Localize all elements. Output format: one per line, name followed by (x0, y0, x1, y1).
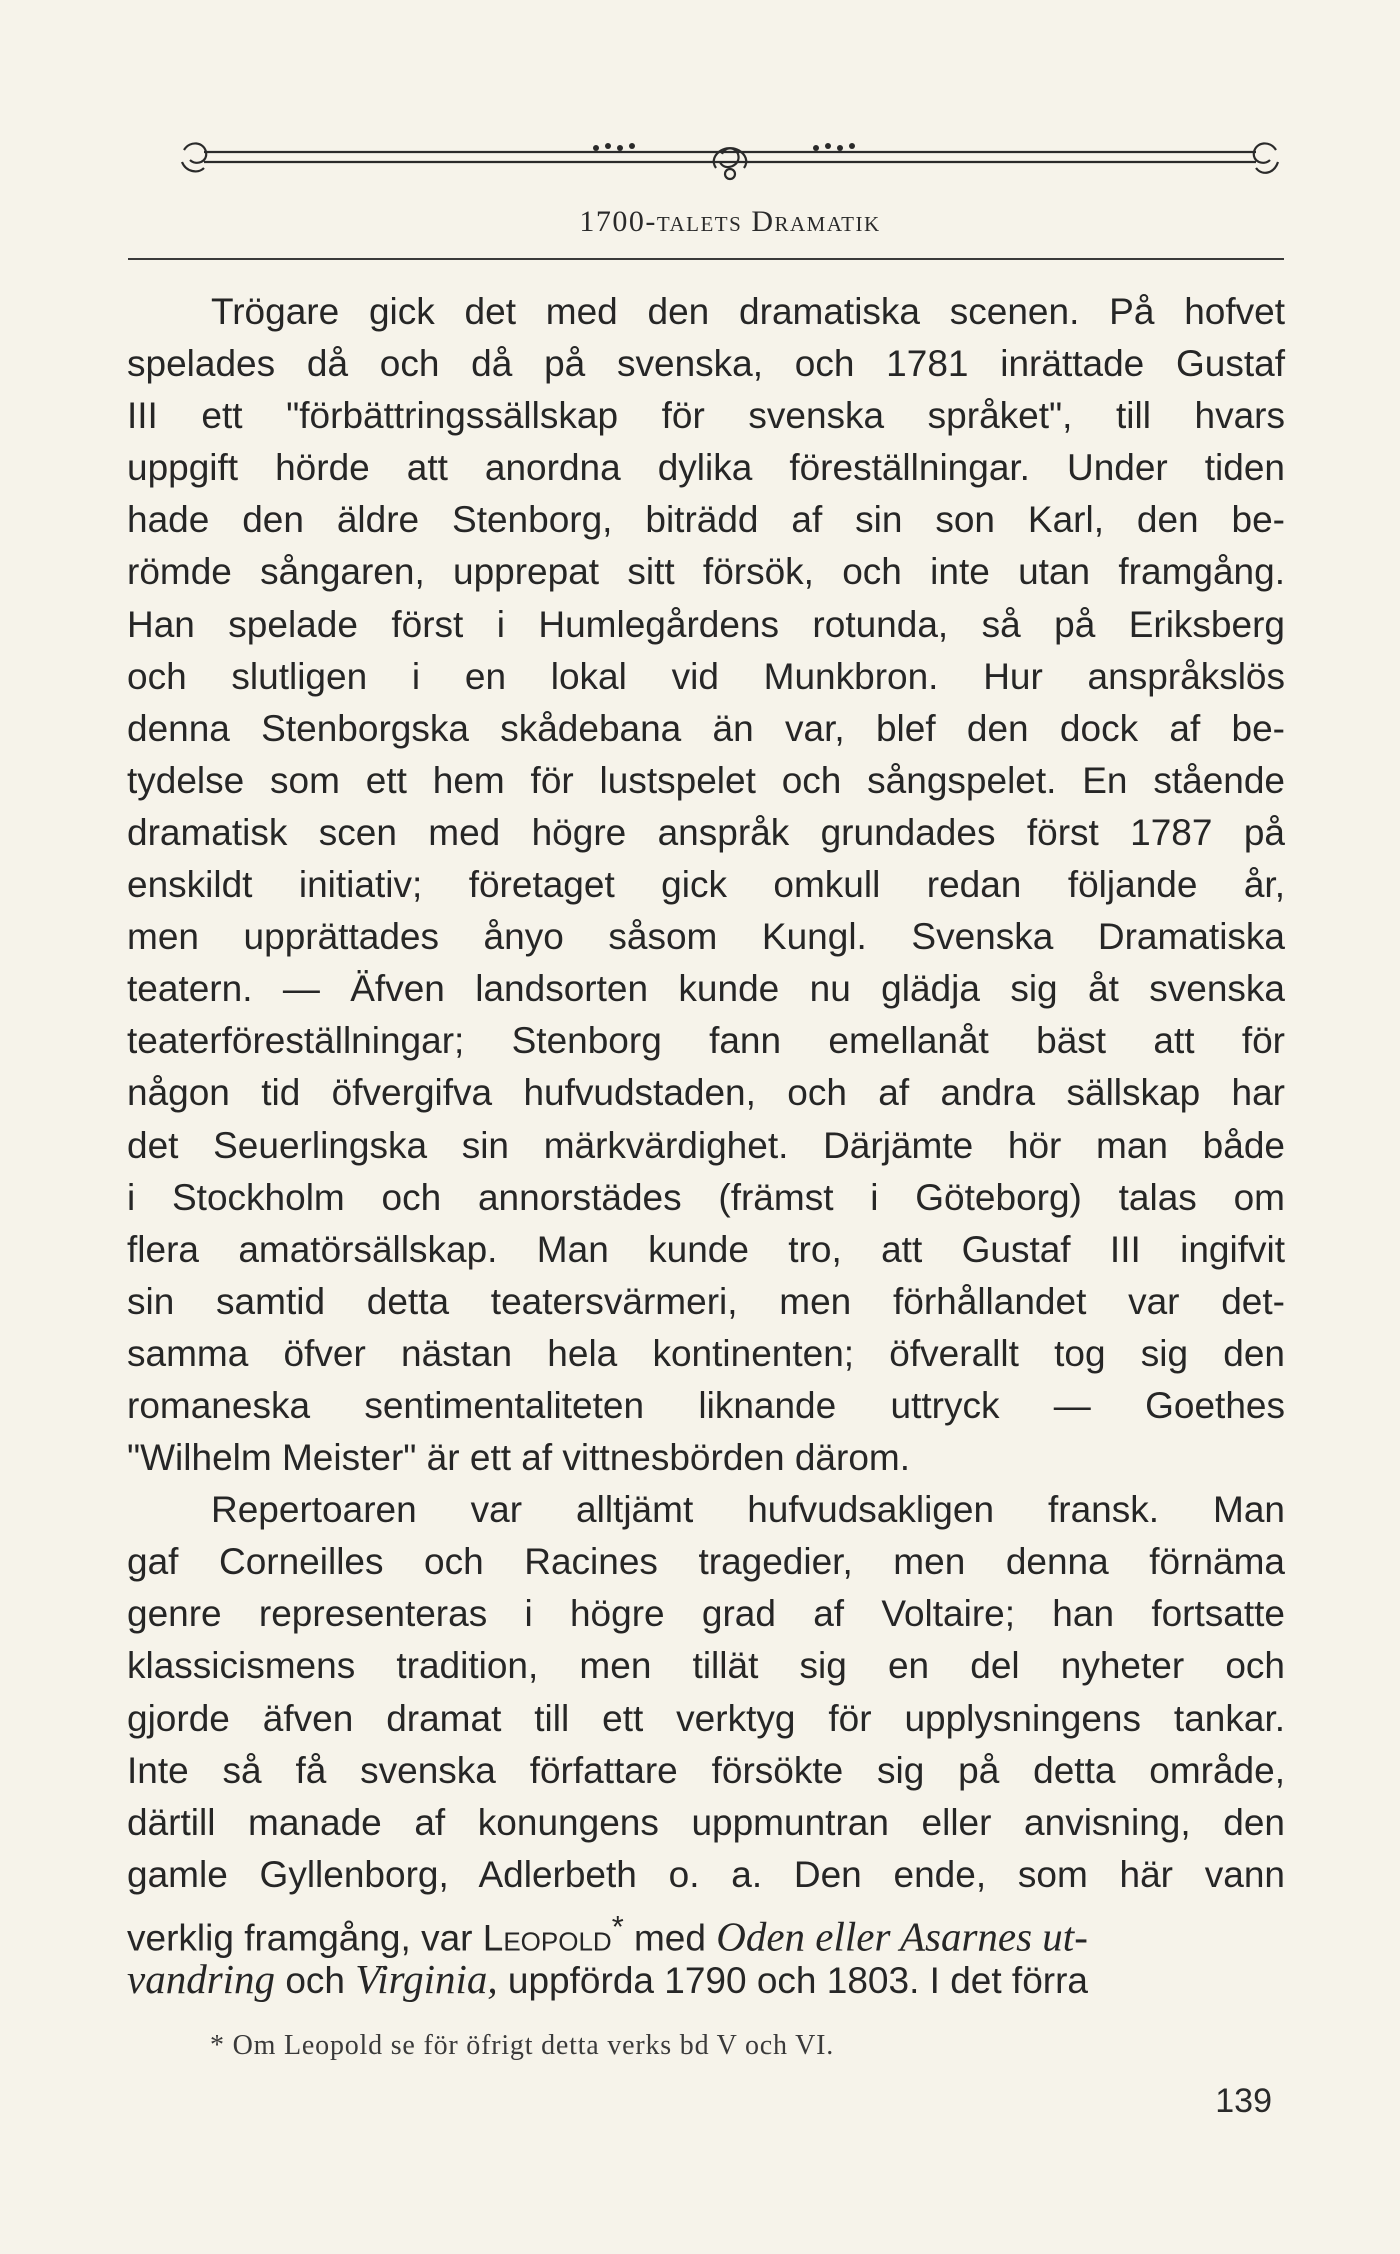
final-mid: och (275, 1960, 356, 2001)
text-line: enskildt initiativ; företaget gick omkull redan följande år, (127, 864, 1285, 906)
text-line: III ett "förbättringssällskap för svenska språket", till hvars (127, 395, 1285, 437)
text-line: "Wilhelm Meister" är ett af vittnesbörden därom. (127, 1437, 910, 1479)
text-line: Inte så få svenska författare försökte sig på detta område, (127, 1749, 1285, 1791)
text-line: hade den äldre Stenborg, biträdd af sin son Karl, den be- (127, 499, 1285, 541)
text-line: römde sångaren, upprepat sitt försök, och inte utan framgång. (127, 551, 1285, 593)
footnote-symbol: * (210, 2030, 225, 2061)
text-line: klassicismens tradition, men tillät sig en del nyheter och (127, 1645, 1285, 1687)
text-line-leopold (127, 1901, 1285, 1960)
header-ornament (176, 132, 1284, 202)
text-line: samma öfver nästan hela kontinenten; öfverallt tog sig den (127, 1332, 1285, 1374)
running-head (176, 205, 1284, 239)
text-line: Trögare gick det med den dramatiska scenen. På hofvet (211, 291, 1285, 332)
text-line: dramatisk scen med högre anspråk grundades först 1787 på (127, 811, 1285, 853)
leopold-before: verklig framgång, var (127, 1917, 483, 1959)
text-line: teaterföreställningar; Stenborg fann emellanåt bäst att för (127, 1020, 1285, 1062)
text-line: spelades då och då på svenska, och 1781 inrättade Gustaf (127, 343, 1285, 385)
final-after: uppförda 1790 och 1803. I det förra (497, 1960, 1088, 2001)
text-line: genre representeras i högre grad af Voltaire; han fortsatte (127, 1593, 1285, 1635)
text-line: gjorde äfven dramat till ett verktyg för upplysningens tankar. (127, 1697, 1285, 1739)
leopold-middle: med (623, 1917, 717, 1959)
text-line: uppgift hörde att anordna dylika föreställningar. Under tiden (127, 447, 1285, 489)
page-number: 139 (1215, 2082, 1272, 2120)
text-line: teatern. — Äfven landsorten kunde nu glädja sig åt svenska (127, 968, 1285, 1010)
text-line: sin samtid detta teatersvärmeri, men förhållandet var det- (127, 1280, 1285, 1322)
text-line: romaneska sentimentaliteten liknande uttryck — Goethes (127, 1384, 1285, 1426)
work-title-virginia: Virginia, (355, 1956, 498, 2002)
footnote-marker: * (611, 1908, 624, 1944)
running-head-title: talets Dramatik (656, 205, 881, 238)
body-text (127, 286, 1285, 2005)
text-line: och slutligen i en lokal vid Munkbron. Hur anspråkslös (127, 655, 1285, 697)
text-line: Repertoaren var alltjämt hufvudsakligen fransk. Man (211, 1489, 1285, 1531)
running-head-prefix: 1700- (579, 205, 657, 238)
text-line: gaf Corneilles och Racines tragedier, men denna förnäma (127, 1541, 1285, 1583)
text-line-final (127, 1953, 1285, 2005)
work-title-oden: Oden eller Asarnes ut- (716, 1913, 1088, 1960)
footnote-text: Om Leopold se för öfrigt detta verks bd V och VI. (224, 2030, 835, 2061)
footnote (210, 2030, 1210, 2062)
text-line: någon tid öfvergifva hufvudstaden, och af andra sällskap har (127, 1072, 1285, 1114)
text-line: tydelse som ett hem för lustspelet och sångspelet. En stående (127, 759, 1285, 801)
text-line: denna Stenborgska skådebana än var, blef den dock af be- (127, 707, 1285, 749)
text-line: Han spelade först i Humlegårdens rotunda, så på Eriksberg (127, 603, 1285, 645)
text-line: i Stockholm och annorstädes (främst i Göteborg) talas om (127, 1176, 1285, 1218)
text-line: det Seuerlingska sin märkvärdighet. Därjämte hör man både (127, 1124, 1285, 1166)
work-title-oden-cont: vandring (127, 1956, 276, 2002)
text-line: gamle Gyllenborg, Adlerbeth o. a. Den ende, som här vann (127, 1853, 1285, 1895)
author-name-leopold: Leopold (482, 1917, 612, 1959)
text-line: flera amatörsällskap. Man kunde tro, att Gustaf III ingifvit (127, 1228, 1285, 1270)
text-line: därtill manade af konungens uppmuntran eller anvisning, den (127, 1801, 1285, 1843)
header-rule (128, 258, 1284, 260)
text-line: men upprättades ånyo såsom Kungl. Svenska Dramatiska (127, 916, 1285, 958)
